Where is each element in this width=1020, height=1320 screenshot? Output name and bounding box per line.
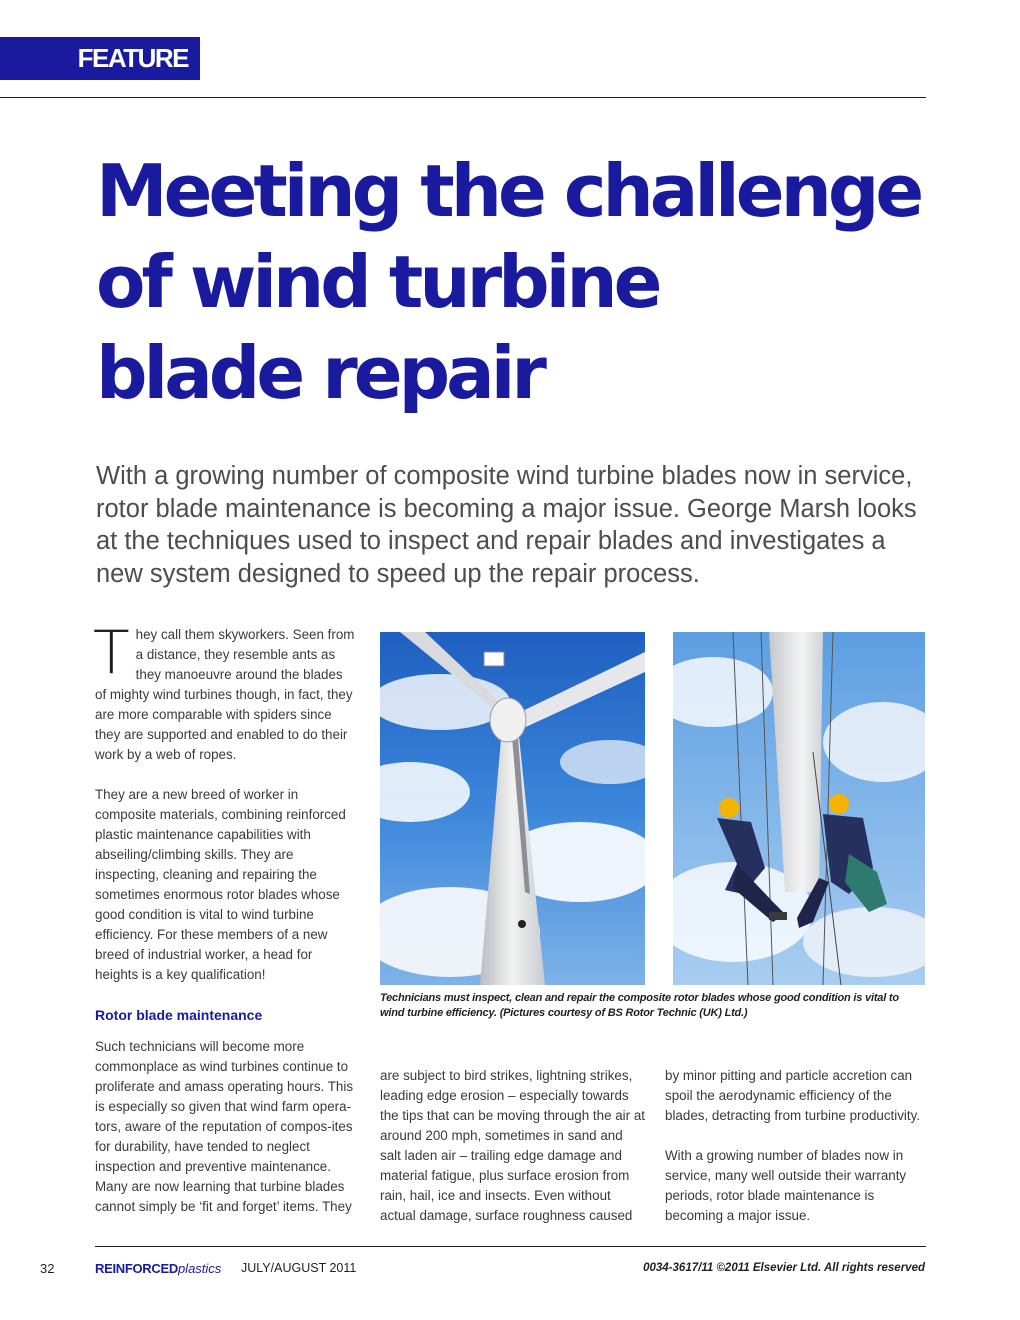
paragraph-3-part-3: by minor pitting and particle accretion can spoil the aerodynamic efficiency of the blades, detracting from turbine productivity. — [665, 1068, 921, 1123]
magazine-masthead — [95, 1261, 221, 1276]
copyright-notice: 0034-3617/11 ©2011 Elsevier Ltd. All rights reserved — [643, 1262, 925, 1274]
standfirst: With a growing number of composite wind turbine blades now in service, rotor blade maintenance is becoming a major issue. George Marsh looks at the techniques used to inspect and repair blades and investigates a new system designed to speed up the repair process. — [96, 462, 917, 588]
body-column-3 — [665, 1066, 927, 1246]
paragraph-1-text: hey call them skyworkers. Seen from a distance, they resemble ants as they manoeuvre around the blades of mighty wind turbines though, in fact, they are more comparable with spiders since they are supported and enabled to do their work by a web of ropes. — [95, 627, 355, 762]
figure-caption: Technicians must inspect, clean and repair the composite rotor blades whose good condition is vital to wind turbine efficiency. (Pictures courtesy of BS Rotor Technic (UK) Ltd.) — [380, 992, 899, 1019]
headline-line-1: Meeting the challenge — [96, 149, 921, 233]
turbine-tower-illustration — [380, 632, 645, 985]
paragraph-3-part-1: Such technicians will become more commonplace as wind turbines continue to proliferate and amass operating hours. This is especially so given that wind farm opera-tors, aware of the reputation of compos-ites for durability, have tended to neglect inspection and preventive maintenance. Many are now learning that turbine blades cannot simply be ‘fit and forget’ items. They — [95, 1039, 354, 1214]
photo-turbine-tower — [380, 632, 645, 985]
paragraph-4: With a growing number of blades now in service, many well outside their warranty periods, rotor blade maintenance is becoming a major issue. — [665, 1148, 907, 1223]
headline — [96, 146, 936, 419]
section-tag — [0, 37, 200, 80]
masthead-italic: plastics — [177, 1261, 222, 1276]
paragraph-3-part-2: are subject to bird strikes, lightning strikes, leading edge erosion – especially towards the tips that can be moving through the air at around 200 mph, sometimes in sand and salt laden air – trailing edge damage and material fatigue, plus surface erosion from rain, hail, ice and insects. Even without actual damage, surface roughness caused — [380, 1068, 646, 1223]
section-tag-label: FEATURE — [77, 43, 188, 73]
masthead-bold: REINFORCED — [95, 1261, 178, 1276]
headline-line-2: of wind turbine — [96, 240, 659, 324]
body-column-2 — [380, 1066, 645, 1246]
top-divider — [0, 97, 926, 98]
paragraph-1 — [93, 618, 357, 765]
drop-cap: T — [93, 618, 130, 688]
page-number: 32 — [40, 1261, 55, 1276]
technicians-illustration — [673, 632, 925, 985]
subhead-rotor-blade-maintenance: Rotor blade maintenance — [95, 1007, 263, 1023]
headline-line-3: blade repair — [96, 331, 543, 415]
issue-date: JULY/AUGUST 2011 — [241, 1261, 357, 1275]
bottom-divider — [95, 1246, 926, 1247]
paragraph-2: They are a new breed of worker in composite materials, combining reinforced plastic maintenance capabilities with abseiling/climbing skills. They are inspecting, cleaning and repairing the sometimes enormous rotor blades whose good condition is vital to wind turbine efficiency. For these members of a new breed of industrial worker, a head for heights is a key qualification! — [95, 787, 346, 982]
body-column-1 — [93, 618, 357, 1237]
photo-technicians-on-blade — [673, 632, 925, 985]
